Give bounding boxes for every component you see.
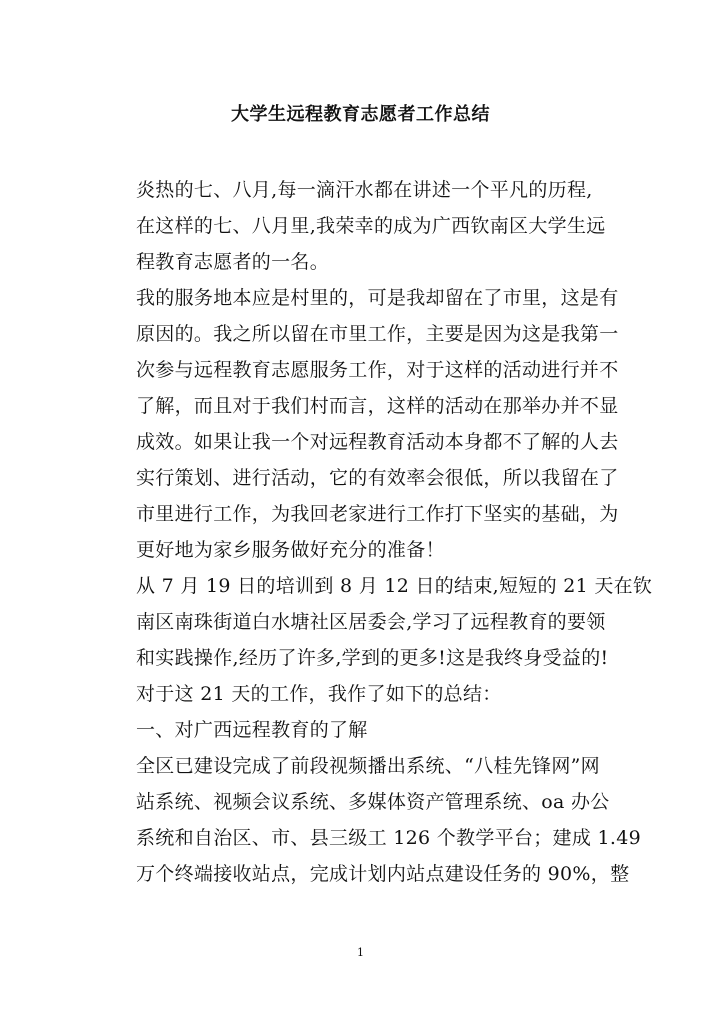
text-line: 成效。如果让我一个对远程教育活动本身都不了解的人去 xyxy=(136,431,619,453)
section-heading: 一、对广西远程教育的了解 xyxy=(136,719,368,741)
text-line: 更好地为家乡服务做好充分的准备！ xyxy=(136,539,445,561)
text-line: 全区已建设完成了前段视频播出系统、“八桂先锋网”网 xyxy=(136,755,600,777)
text-line: 我的服务地本应是村里的，可是我却留在了市里，这是有 xyxy=(136,287,619,309)
text-line: 从 7 月 19 日的培训到 8 月 12 日的结束,短短的 21 天在钦 xyxy=(136,575,653,597)
text-line: 次参与远程教育志愿服务工作，对于这样的活动进行并不 xyxy=(136,359,619,381)
text-line: 系统和自治区、市、县三级工 126 个教学平台；建成 1.49 xyxy=(136,827,641,849)
text-line: 站系统、视频会议系统、多媒体资产管理系统、oa 办公 xyxy=(136,791,610,813)
text-line: 了解，而且对于我们村而言，这样的活动在那举办并不显 xyxy=(136,395,619,417)
page-number: 1 xyxy=(357,946,364,959)
text-line: 对于这 21 天的工作，我作了如下的总结： xyxy=(136,683,502,705)
text-line: 实行策划、进行活动，它的有效率会很低，所以我留在了 xyxy=(136,467,619,489)
text-line: 在这样的七、八月里,我荣幸的成为广西钦南区大学生远 xyxy=(136,215,606,237)
text-line: 南区南珠街道白水塘社区居委会,学习了远程教育的要领 xyxy=(136,611,606,633)
text-line: 原因的。我之所以留在市里工作，主要是因为这是我第一 xyxy=(136,323,619,345)
text-line: 和实践操作,经历了许多,学到的更多!这是我终身受益的! xyxy=(136,647,609,669)
document-body xyxy=(136,172,653,892)
document-title: 大学生远程教育志愿者工作总结 xyxy=(231,104,490,125)
text-line: 炎热的七、八月,每一滴汗水都在讲述一个平凡的历程, xyxy=(136,179,593,201)
text-line: 万个终端接收站点，完成计划内站点建设任务的 90%，整 xyxy=(136,863,630,885)
text-line: 市里进行工作，为我回老家进行工作打下坚实的基础，为 xyxy=(136,503,619,525)
text-line: 程教育志愿者的一名。 xyxy=(136,251,330,273)
